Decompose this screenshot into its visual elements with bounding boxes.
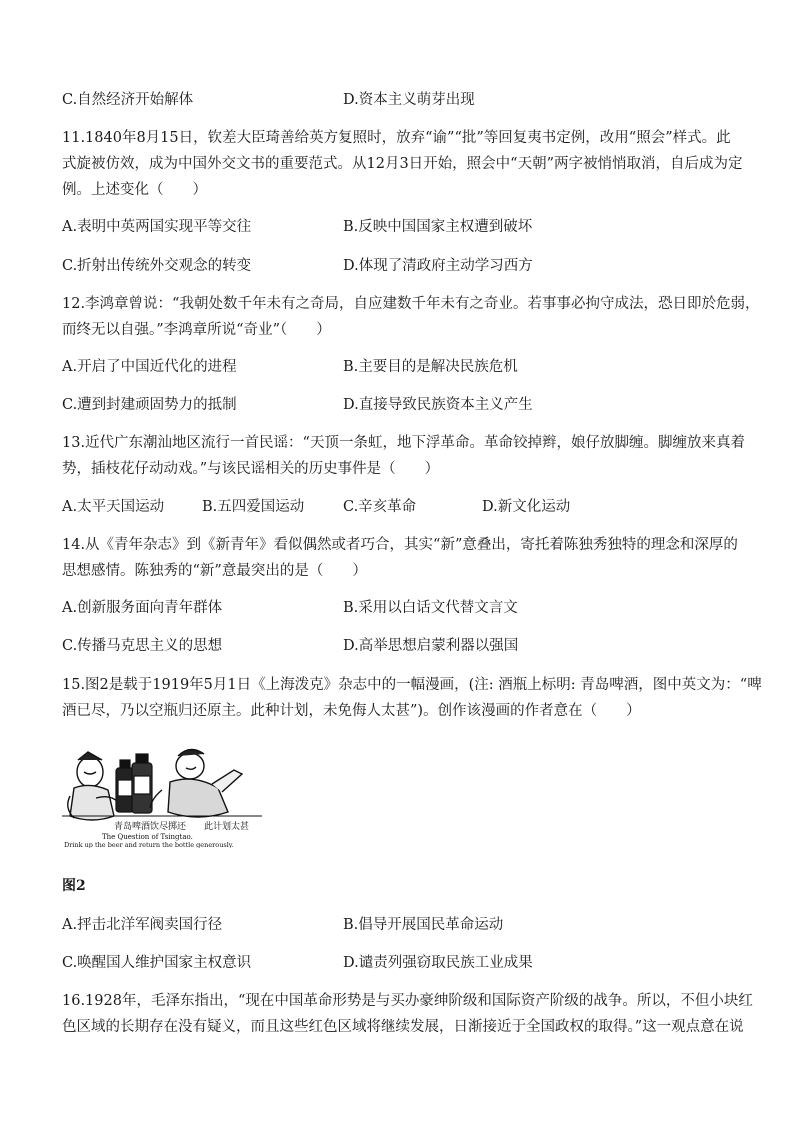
- q15-stem-line1: 15.图2是载于1919年5月1日《上海泼克》杂志中的一幅漫画，(注: 酒瓶上标明: 青岛啤酒，图中英文为：“啤: [62, 677, 762, 693]
- q12-option-d: D.直接导致民族资本主义产生: [343, 397, 533, 413]
- q13-option-c: C.辛亥革命: [343, 499, 417, 515]
- q15-option-c: C.唤醒国人维护国家主权意识: [62, 955, 252, 971]
- q12-stem-line1: 12.李鸿章曾说：“我朝处数千年未有之奇局，自应建数千年未有之奇业。若事事必拘守成法，恐日即於危弱，: [62, 296, 760, 312]
- q15-option-b: B.倡导开展国民革命运动: [343, 917, 504, 933]
- cartoon-caption-en1: The Question of Tsingtao.: [102, 833, 193, 841]
- q12-option-b: B.主要目的是解决民族危机: [343, 359, 518, 375]
- q11-option-c: C.折射出传统外交观念的转变: [62, 258, 252, 274]
- q14-option-a: A.创新服务面向青年群体: [62, 600, 223, 616]
- cartoon-caption-cn1: 青岛啤酒饮尽掷还: [114, 822, 187, 832]
- q12-option-a: A.开启了中国近代化的进程: [62, 359, 237, 375]
- q13-option-a: A.太平天国运动: [62, 499, 165, 515]
- q13-option-b: B.五四爱国运动: [202, 499, 305, 515]
- q13-option-d: D.新文化运动: [482, 499, 571, 515]
- q12-option-c: C.遭到封建顽固势力的抵制: [62, 397, 237, 413]
- q14-stem-line1: 14.从《青年杂志》到《新青年》看似偶然或者巧合，其实“新”意叠出，寄托着陈独秀独特的理念和深厚的: [62, 537, 738, 553]
- q11-stem-line3: 例。上述变化（ ）: [62, 182, 207, 198]
- figure-label: 图2: [62, 878, 86, 894]
- q14-stem-line2: 思想感情。陈独秀的“新”意最突出的是（ ）: [62, 563, 367, 579]
- q13-stem-line1: 13.近代广东潮汕地区流行一首民谣：“天顶一条虹，地下浮革命。革命铰掉辫，娘仔放脚缠。脚缠放来真着: [62, 435, 745, 451]
- q14-option-b: B.采用以白话文代替文言文: [343, 600, 518, 616]
- q11-stem-line1: 11.1840年8月15日，钦差大臣琦善给英方复照时，放弃“谕”“批”等回复夷书定例，改用“照会”样式。此: [62, 130, 731, 146]
- q11-option-b: B.反映中国国家主权遭到破坏: [343, 219, 533, 235]
- q10-option-c: C.自然经济开始解体: [62, 92, 194, 108]
- q13-stem-line2: 势，插枝花仔动动戏。”与该民谣相关的历史事件是（ ）: [62, 461, 440, 477]
- q10-option-d: D.资本主义萌芽出现: [343, 92, 475, 108]
- cartoon-illustration: [62, 738, 262, 848]
- q14-option-c: C.传播马克思主义的思想: [62, 638, 223, 654]
- q14-option-d: D.高举思想启蒙利器以强国: [343, 638, 519, 654]
- q12-stem-line2: 而终无以自强。”李鸿章所说“奇业”（ ）: [62, 322, 331, 338]
- q11-option-a: A.表明中英两国实现平等交往: [62, 219, 252, 235]
- cartoon-caption-cn2: 此计划太甚: [204, 822, 250, 832]
- cartoon-caption-en2: Drink up the beer and return the bottle generously.: [64, 841, 234, 848]
- q15-option-a: A.抨击北洋军阀卖国行径: [62, 917, 223, 933]
- q15-option-d: D.谴责列强窃取民族工业成果: [343, 955, 533, 971]
- q11-option-d: D.体现了清政府主动学习西方: [343, 258, 533, 274]
- q16-stem-line2: 色区域的长期存在没有疑义，而且这些红色区域将继续发展，日渐接近于全国政权的取得。”这一观点意在说: [62, 1019, 744, 1035]
- q16-stem-line1: 16.1928年，毛泽东指出，“现在中国革命形势是与买办豪绅阶级和国际资产阶级的战争。所以，不但小块红: [62, 993, 753, 1009]
- q15-stem-line2: 酒已尽，乃以空瓶归还原主。此种计划，未免侮人太甚”)。创作该漫画的作者意在（ ）: [62, 703, 641, 719]
- q11-stem-line2: 式旋被仿效，成为中国外交文书的重要范式。从12月3日开始，照会中“天朝”两字被悄悄取消，自后成为定: [62, 156, 743, 172]
